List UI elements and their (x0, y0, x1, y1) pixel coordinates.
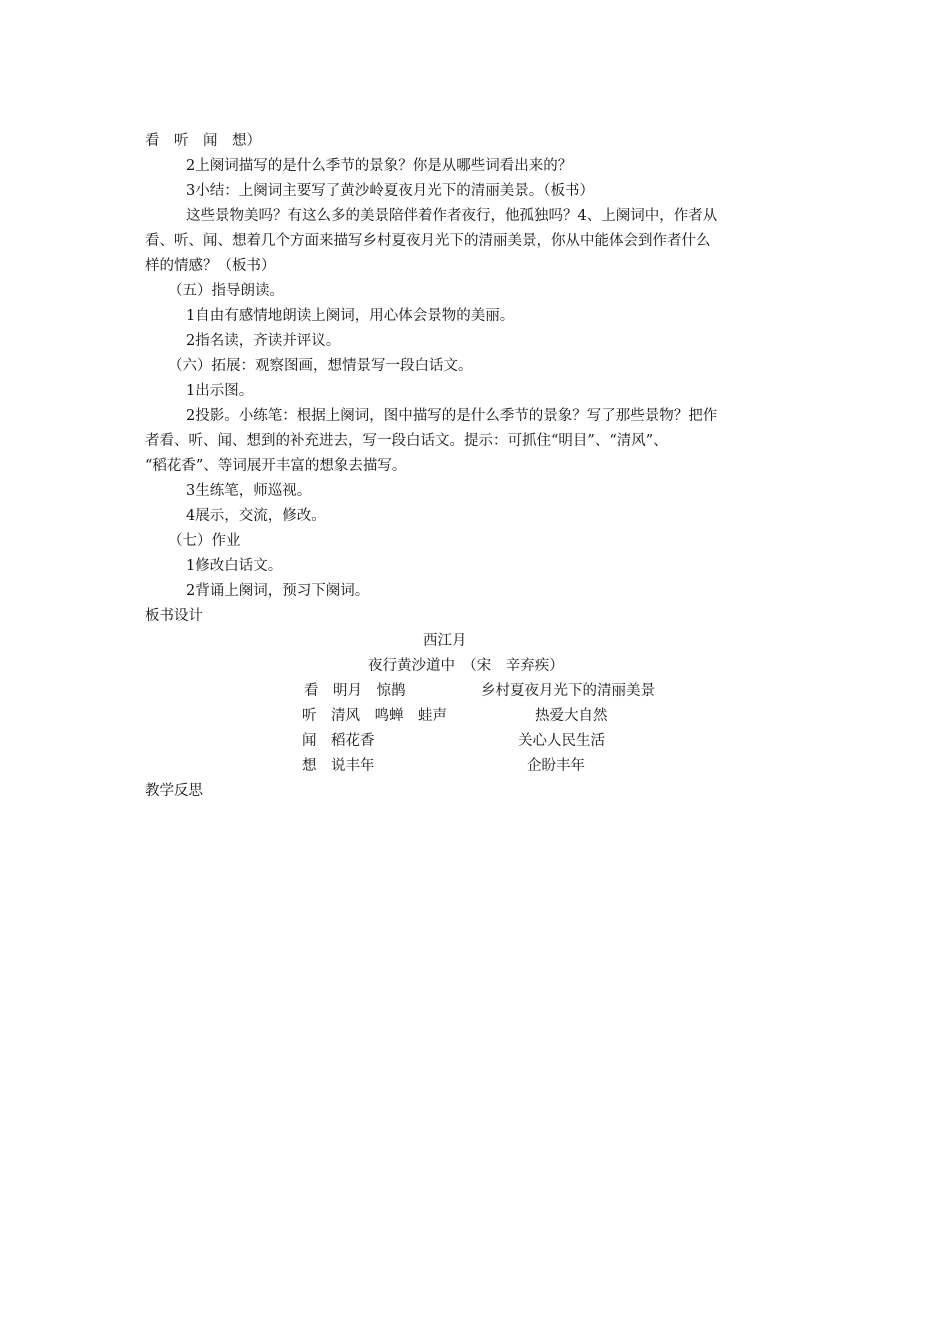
board-title: 西江月 (423, 633, 467, 649)
board-row-right: 热爱大自然 (535, 708, 608, 724)
board-row-left: 听 清风 鸣蝉 蛙声 (302, 708, 447, 724)
section-heading: （七）作业 (168, 533, 241, 549)
text-line: 2背诵上阕词，预习下阕词。 (186, 583, 370, 599)
board-row-left: 想 说丰年 (302, 758, 375, 774)
text-line: 1出示图。 (186, 383, 254, 399)
board-subtitle: 夜行黄沙道中 （宋 辛弃疾） (368, 658, 564, 674)
text-line: 2上阕词描写的是什么季节的景象？你是从哪些词看出来的？ (186, 158, 573, 174)
text-line: 看、听、闻、想着几个方面来描写乡村夏夜月光下的清丽美景，你从中能体会到作者什么 (145, 233, 711, 249)
text-line: 2指名读，齐读并评议。 (186, 333, 341, 349)
text-line: 这些景物美吗？有这么多的美景陪伴着作者夜行，他孤独吗？4、上阕词中，作者从 (186, 208, 718, 224)
text-line: “稻花香”、等词展开丰富的想象去描写。 (145, 458, 407, 474)
text-line: 3生练笔，师巡视。 (186, 483, 312, 499)
text-line: 样的情感？（板书） (145, 258, 276, 274)
text-line: 看 听 闻 想） (145, 133, 261, 149)
board-row-left: 看 明月 惊鹊 (304, 683, 406, 699)
board-row-right: 乡村夏夜月光下的清丽美景 (481, 683, 655, 699)
section-heading: （五）指导朗读。 (168, 283, 284, 299)
section-heading: （六）拓展：观察图画，想情景写一段白话文。 (168, 358, 473, 374)
board-design-heading: 板书设计 (145, 608, 203, 624)
text-line: 者看、听、闻、想到的补充进去，写一段白话文。提示：可抓住“明目”、“清风”、 (145, 433, 668, 449)
text-line: 1自由有感情地朗读上阕词，用心体会景物的美丽。 (186, 308, 515, 324)
reflection-heading: 教学反思 (145, 783, 203, 799)
board-row-left: 闻 稻花香 (302, 733, 375, 749)
text-line: 1修改白话文。 (186, 558, 283, 574)
text-line: 2投影。小练笔：根据上阕词，图中描写的是什么季节的景象？写了那些景物？把作 (186, 408, 718, 424)
board-row-right: 企盼丰年 (527, 758, 585, 774)
text-line: 4展示，交流，修改。 (186, 508, 326, 524)
board-row-right: 关心人民生活 (518, 733, 605, 749)
text-line: 3小结：上阕词主要写了黄沙岭夏夜月光下的清丽美景。（板书） (186, 183, 594, 199)
